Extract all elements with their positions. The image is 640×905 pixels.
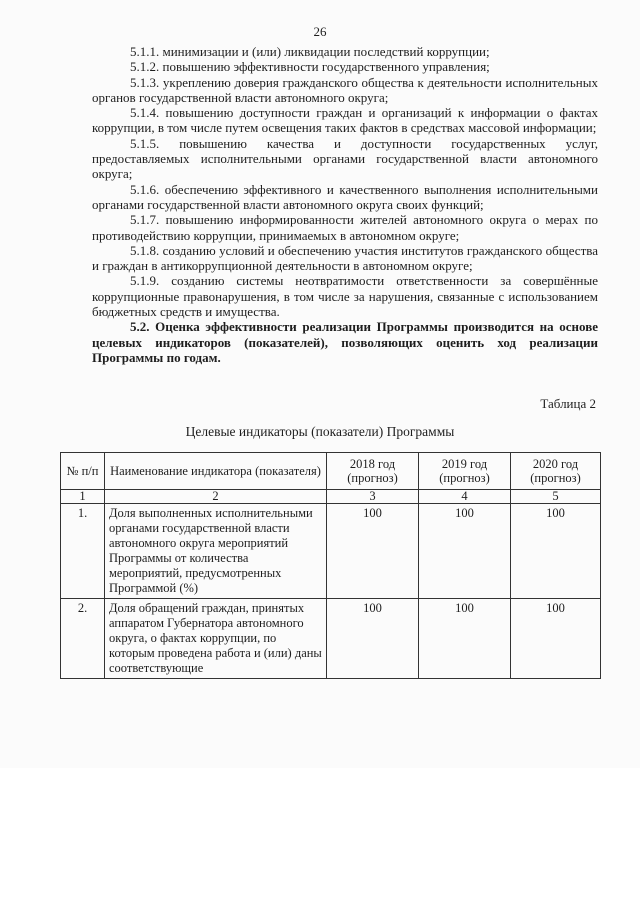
value-2018: 100 [327, 504, 419, 599]
row-number: 2. [61, 599, 105, 679]
table-label: Таблица 2 [540, 396, 596, 411]
table-row [61, 504, 601, 599]
indicator-name: Доля обращений граждан, принятых аппаратом Губернатора автономного округа, о фактах коррупции, по которым проведена работа и (или) даны соответствующие [105, 599, 327, 679]
paragraph-5-1-4: 5.1.4. повышению доступности граждан и организаций к информации о фактах коррупции, в том числе путем освещения таких фактов в средствах массовой информации; [92, 105, 598, 136]
paragraph-5-1-7: 5.1.7. повышению информированности жителей автономного округа о мерах по противодействию коррупции, принимаемых в автономном округе; [92, 212, 598, 243]
row-number: 1. [61, 504, 105, 599]
header-2019: 2019 год (прогноз) [419, 453, 511, 490]
paragraph-5-1-1: 5.1.1. минимизации и (или) ликвидации последствий коррупции; [130, 44, 490, 59]
paragraph-5-1-9: 5.1.9. созданию системы неотвратимости ответственности за совершённые коррупционные правонарушения, в том числе за нарушения, связанные с использованием бюджетных средств и имущества. [92, 273, 598, 320]
value-2019: 100 [419, 504, 511, 599]
value-2018: 100 [327, 599, 419, 679]
table-header-row [61, 453, 601, 490]
body-text [92, 44, 598, 365]
column-number: 4 [419, 490, 511, 504]
header-number: № п/п [61, 453, 105, 490]
paragraph-5-2: 5.2. Оценка эффективности реализации Программы производится на основе целевых индикаторов (показателей), позволяющих оценить ход реализации Программы по годам. [92, 319, 598, 365]
page-number: 26 [313, 24, 327, 39]
paragraph-5-1-8: 5.1.8. созданию условий и обеспечению участия институтов гражданского общества и граждан в антикоррупционной деятельности в автономном округе; [92, 242, 598, 274]
blank-area [0, 768, 640, 905]
paragraph-5-1-3: 5.1.3. укреплению доверия гражданского общества к деятельности исполнительных органов государственной власти автономного округа; [92, 74, 598, 105]
table-title: Целевые индикаторы (показатели) Программы [185, 424, 455, 439]
header-2018: 2018 год (прогноз) [327, 453, 419, 490]
table-row [61, 599, 601, 679]
header-indicator-name: Наименование индикатора (показателя) [105, 453, 327, 490]
column-number: 1 [61, 490, 105, 504]
value-2019: 100 [419, 599, 511, 679]
column-number: 5 [511, 490, 601, 504]
indicators-table [60, 452, 601, 679]
column-numbers-row [61, 490, 601, 504]
value-2020: 100 [511, 599, 601, 679]
column-number: 3 [327, 490, 419, 504]
paragraph-5-1-5: 5.1.5. повышению качества и доступности государственных услуг, предоставляемых исполнительными органами государственной власти автономного округа; [92, 135, 598, 182]
paragraph-5-1-6: 5.1.6. обеспечению эффективного и качественного выполнения исполнительными органами государственной власти автономного округа своих функций; [92, 181, 598, 212]
column-number: 2 [105, 490, 327, 504]
paragraph-5-1-2: 5.1.2. повышению эффективности государственного управления; [130, 59, 490, 75]
indicator-name: Доля выполненных исполнительными органами государственной власти автономного округа мероприятий Программы от количества мероприятий, предусмотренных Программой (%) [105, 504, 327, 599]
header-2020: 2020 год (прогноз) [511, 453, 601, 490]
value-2020: 100 [511, 504, 601, 599]
